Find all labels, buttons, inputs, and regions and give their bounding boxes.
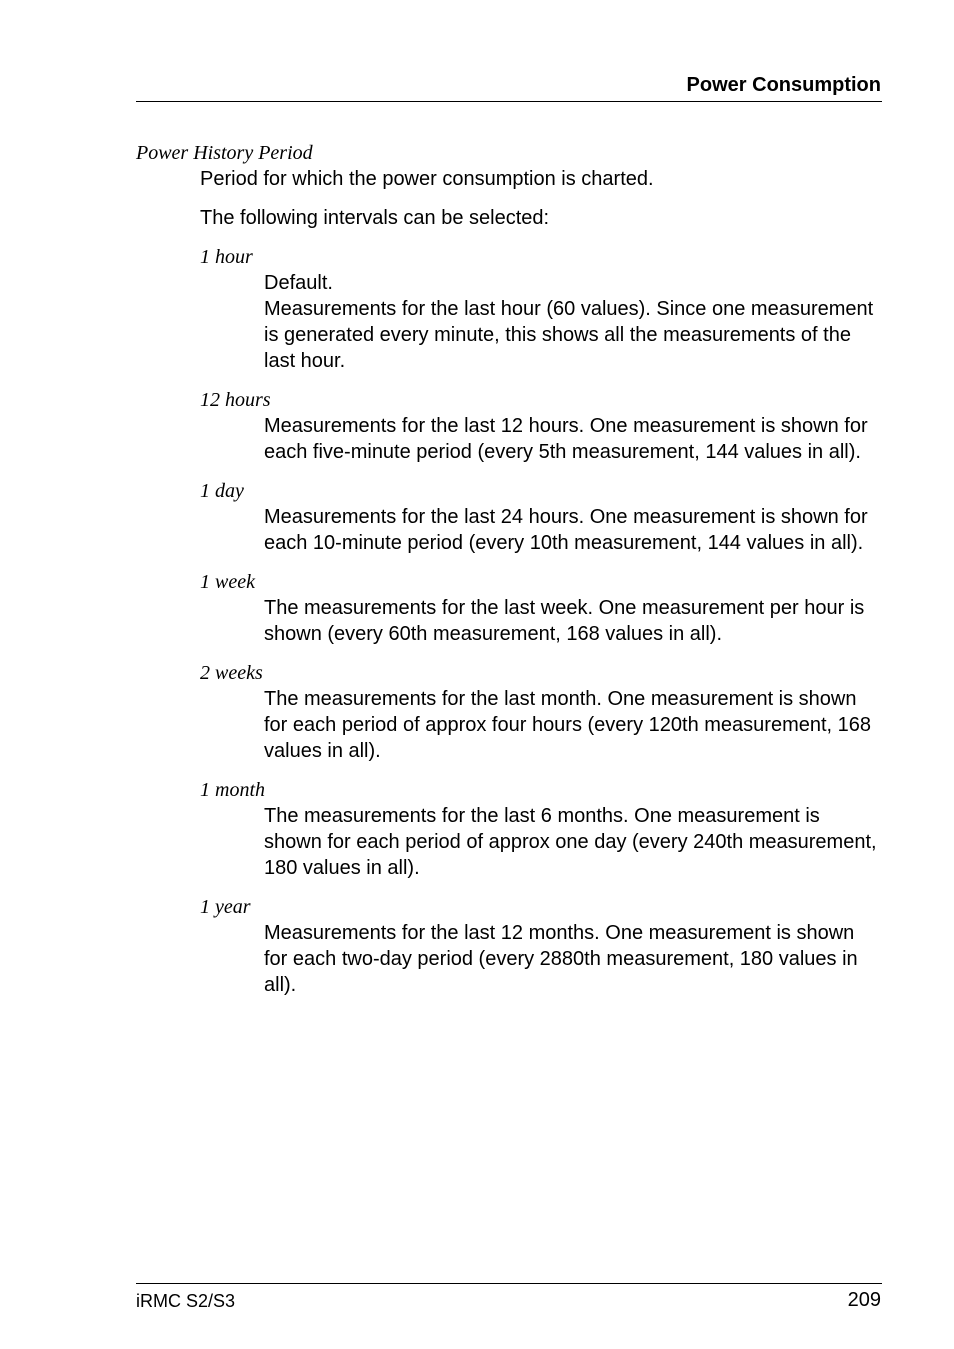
interval-term: 12 hours [200, 389, 271, 411]
interval-item [200, 660, 882, 764]
interval-description [264, 920, 882, 998]
interval-description [264, 270, 882, 374]
section-intro: The following intervals can be selected: [200, 207, 550, 229]
interval-text: Measurements for the last 12 hours. One measurement is shown for each five-minute period (every 5th measurement, 144 values in all). [264, 415, 868, 463]
interval-term: 1 year [200, 896, 251, 918]
footer-rule [136, 1283, 882, 1284]
interval-description [264, 413, 882, 465]
interval-text: Measurements for the last 24 hours. One measurement is shown for each 10-minute period (every 10th measurement, 144 values in all). [264, 506, 868, 554]
interval-description [264, 803, 882, 881]
interval-description [264, 686, 882, 764]
interval-term: 1 week [200, 571, 255, 593]
interval-item [200, 387, 882, 465]
interval-term: 2 weeks [200, 662, 263, 684]
section-term: Power History Period [136, 142, 313, 164]
interval-item [200, 777, 882, 881]
section-description: Period for which the power consumption is charted. [200, 168, 654, 190]
interval-description [264, 595, 882, 647]
interval-item [200, 244, 882, 374]
section-body [200, 166, 882, 998]
interval-text: Default. [264, 272, 333, 294]
interval-text: The measurements for the last week. One measurement per hour is shown (every 60th measurement, 168 values in all). [264, 597, 865, 645]
interval-text: The measurements for the last 6 months. One measurement is shown for each period of approx one day (every 240th measurement, 180 values in all). [264, 805, 877, 879]
interval-item [200, 478, 882, 556]
interval-text: The measurements for the last month. One measurement is shown for each period of approx four hours (every 120th measurement, 168 values in all). [264, 688, 872, 762]
header-rule [136, 101, 882, 102]
interval-term: 1 day [200, 480, 244, 502]
interval-description [264, 504, 882, 556]
footer-document-title: iRMC S2/S3 [136, 1291, 236, 1311]
running-header: Power Consumption [686, 74, 881, 96]
interval-text: Measurements for the last hour (60 values). Since one measurement is generated every minute, this shows all the measurements of the last hour. [264, 298, 874, 372]
interval-item [200, 894, 882, 998]
interval-term: 1 hour [200, 246, 253, 268]
main-content [136, 140, 882, 998]
interval-term: 1 month [200, 779, 265, 801]
interval-item [200, 569, 882, 647]
interval-text: Measurements for the last 12 months. One measurement is shown for each two-day period (every 2880th measurement, 180 values in all). [264, 922, 858, 996]
page-number: 209 [847, 1289, 881, 1311]
